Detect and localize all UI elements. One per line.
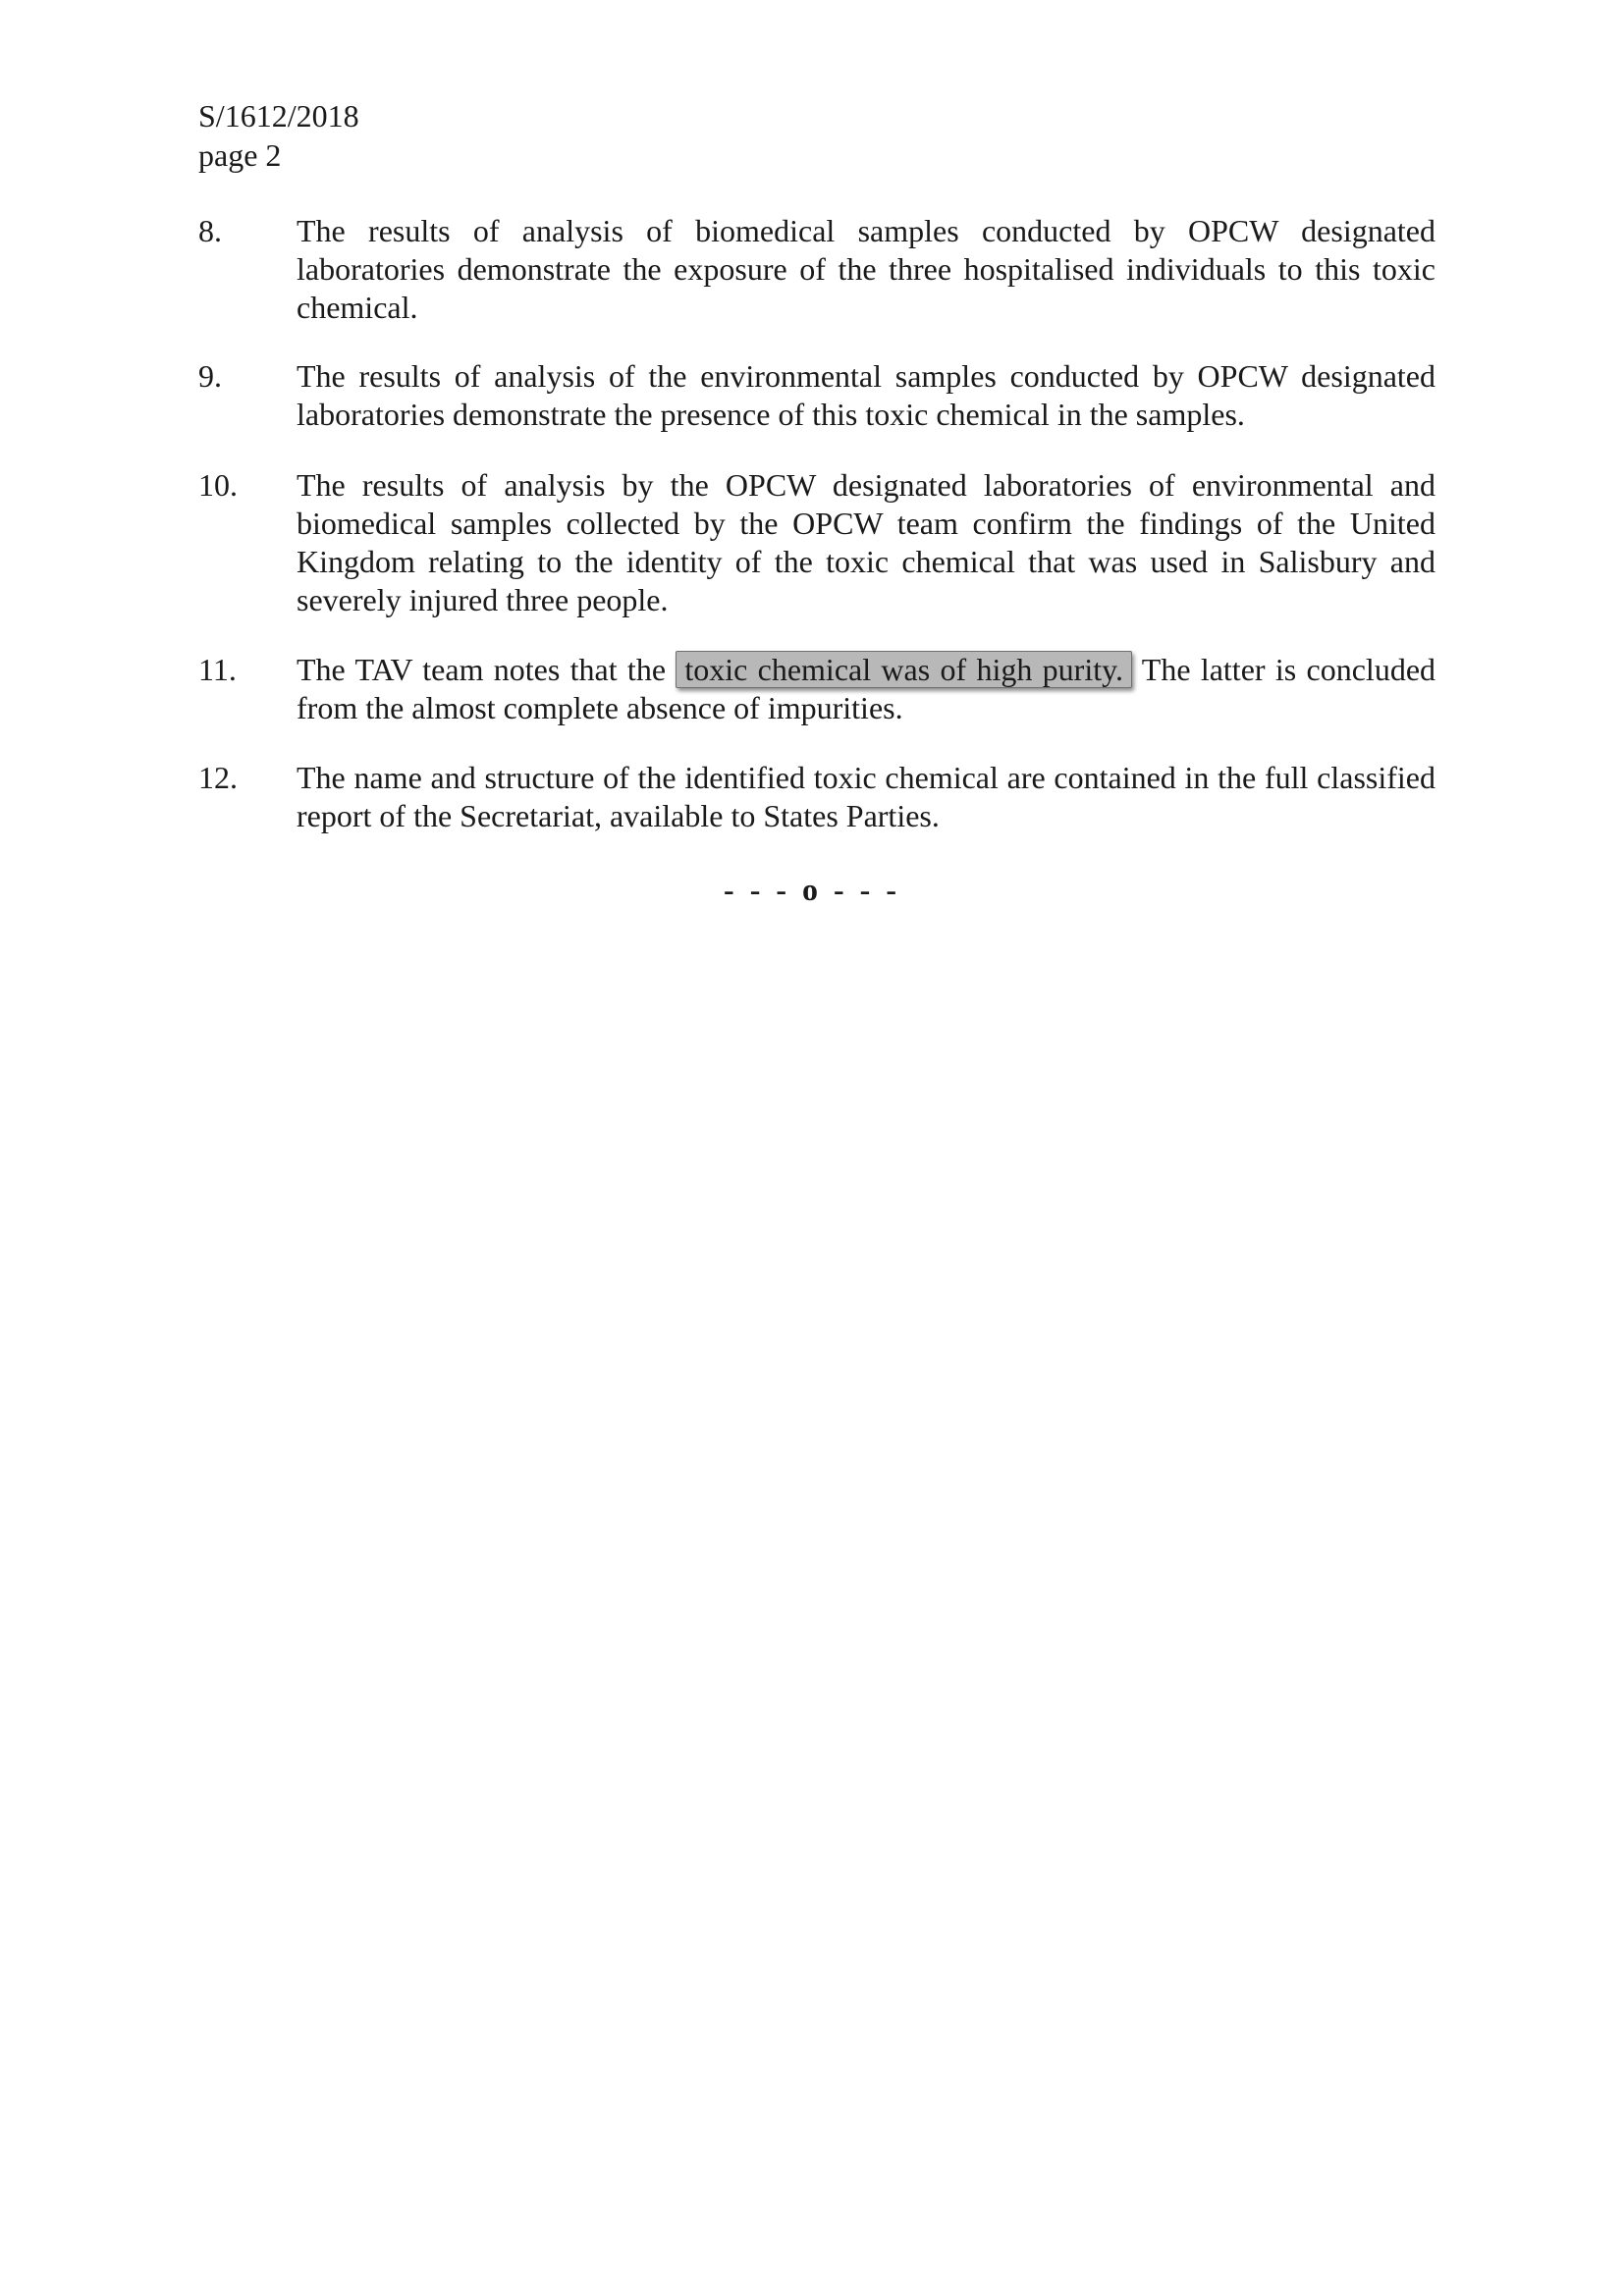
paragraph-11 [198, 651, 1435, 727]
paragraph-text: The results of analysis of biomedical samples conducted by OPCW designated laboratories demonstrate the exposure of the three hospitalised individuals to this toxic chemical. [297, 213, 1435, 325]
paragraph-text [297, 651, 1435, 727]
paragraph-number: 12. [198, 760, 238, 795]
paragraph-12 [198, 759, 1435, 835]
highlighted-text[interactable]: toxic chemical was of high purity. [676, 651, 1132, 688]
end-of-document-mark: - - - o - - - [724, 872, 900, 907]
paragraph-text-after: The latter is concluded from the almost complete absence of impurities. [297, 652, 1436, 725]
document-number: S/1612/2018 [198, 98, 359, 133]
paragraph-number: 9. [198, 358, 222, 394]
paragraph-8 [198, 212, 1435, 327]
paragraph-9 [198, 357, 1435, 434]
page-label: page 2 [198, 137, 282, 173]
paragraph-text-before: The TAV team notes that the [297, 652, 667, 687]
paragraph-text: The results of analysis of the environmental samples conducted by OPCW designated laboratories demonstrate the presence of this toxic chemical in the samples. [297, 358, 1435, 432]
document-header [198, 96, 359, 175]
paragraph-number: 11. [198, 652, 237, 687]
paragraph-text: The name and structure of the identified toxic chemical are contained in the full classified report of the Secretariat, available to States Parties. [297, 760, 1435, 833]
paragraph-number: 10. [198, 467, 238, 503]
paragraph-number: 8. [198, 213, 222, 248]
paragraph-10 [198, 466, 1435, 619]
paragraph-text: The results of analysis by the OPCW designated laboratories of environmental and biomedical samples collected by the OPCW team confirm the findings of the United Kingdom relating to the identity of the toxic chemical that was used in Salisbury and severely injured three people. [297, 467, 1435, 617]
